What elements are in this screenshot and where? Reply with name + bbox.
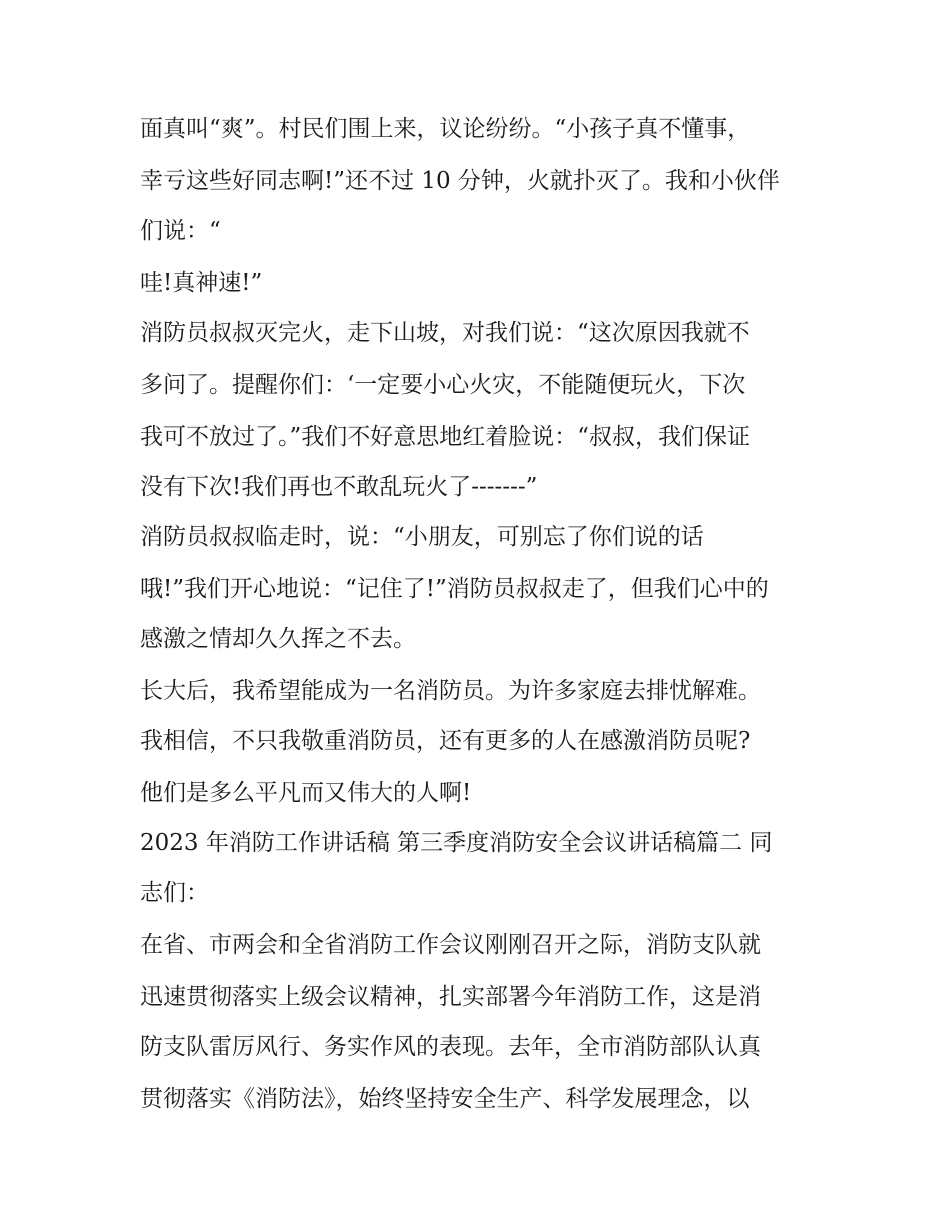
text-line: 防支队雷厉风行、务实作风的表现。去年，全市消防部队认真 (140, 1034, 761, 1060)
text-line: 志们： (140, 880, 209, 906)
text-line: 在省、市两会和全省消防工作会议刚刚召开之际，消防支队就 (140, 932, 761, 958)
text-line: 我可不放过了。”我们不好意思地红着脸说：“叔叔，我们保证 (140, 424, 751, 450)
text-line: 他们是多么平凡而又伟大的人啊! (140, 780, 472, 806)
text-line: 哦!”我们开心地说：“记住了!”消防员叔叔走了，但我们心中的 (140, 576, 769, 602)
text-line: 我相信，不只我敬重消防员，还有更多的人在感激消防员呢? (140, 728, 751, 754)
text-line: 多问了。提醒你们：‘一定要小心火灾，不能随便玩火，下次 (140, 372, 746, 398)
text-line: 消防员叔叔临走时，说：“小朋友，可别忘了你们说的话 (140, 524, 704, 550)
text-line: 迅速贯彻落实上级会议精神，扎实部署今年消防工作，这是消 (140, 984, 761, 1010)
text-line: 2023 年消防工作讲话稿 第三季度消防安全会议讲话稿篇二 同 (140, 830, 773, 856)
text-line: 感激之情却久久挥之不去。 (140, 626, 416, 652)
text-line: 哇!真神速!” (140, 270, 263, 296)
text-line: 们说：“ (140, 218, 221, 244)
text-line: 长大后，我希望能成为一名消防员。为许多家庭去排忧解难。 (140, 678, 761, 704)
text-line: 面真叫“爽”。村民们围上来，议论纷纷。“小孩子真不懂事， (140, 116, 751, 142)
text-line: 贯彻落实《消防法》，始终坚持安全生产、科学发展理念，以 (140, 1086, 750, 1112)
text-line: 消防员叔叔灭完火，走下山坡，对我们说：“这次原因我就不 (140, 320, 750, 346)
text-line: 没有下次!我们再也不敢乱玩火了-------” (140, 474, 538, 500)
text-line: 幸亏这些好同志啊!”还不过 10 分钟，火就扑灭了。我和小伙伴 (140, 168, 780, 194)
